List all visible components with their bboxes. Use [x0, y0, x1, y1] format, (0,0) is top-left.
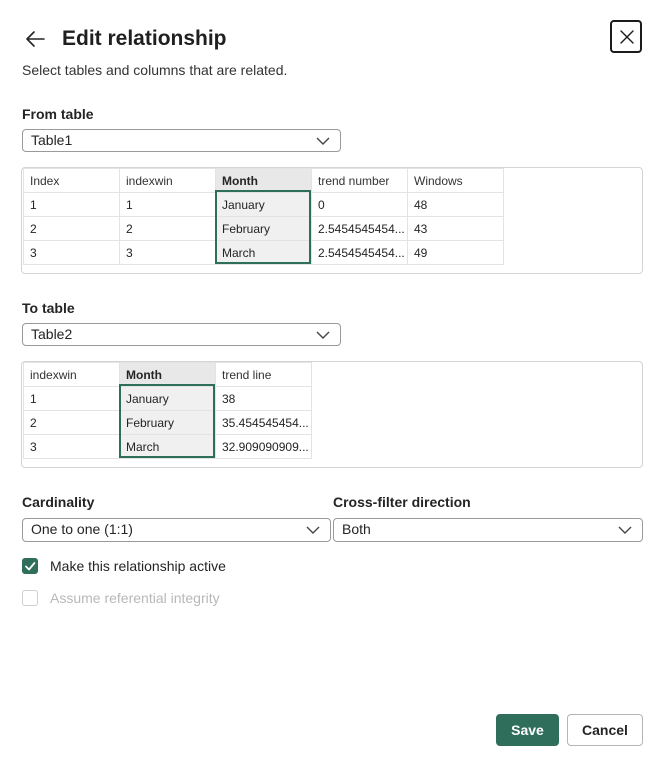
cross-filter-dropdown[interactable]: [333, 518, 643, 542]
from-table-cell[interactable]: 2.5454545454...: [312, 217, 408, 241]
integrity-checkbox: [22, 590, 38, 606]
from-table-column-header[interactable]: indexwin: [120, 169, 216, 193]
to-table-dropdown[interactable]: [22, 323, 341, 346]
integrity-checkbox-label: Assume referential integrity: [50, 590, 220, 606]
active-checkbox-label[interactable]: Make this relationship active: [50, 558, 226, 574]
to-table-cell[interactable]: January: [120, 387, 216, 411]
to-table-cell[interactable]: 35.454545454...: [216, 411, 312, 435]
from-table-cell[interactable]: 49: [408, 241, 504, 265]
from-table-cell[interactable]: March: [216, 241, 312, 265]
from-table-row: [24, 193, 504, 217]
from-table-cell[interactable]: 3: [120, 241, 216, 265]
to-table-cell[interactable]: 1: [24, 387, 120, 411]
dialog-subtitle: Select tables and columns that are related.: [22, 62, 288, 78]
from-table-row: [24, 217, 504, 241]
from-table-selected: Table1: [31, 132, 73, 148]
to-table-label: To table: [22, 300, 75, 316]
checkmark-icon: [23, 559, 37, 573]
from-table-dropdown[interactable]: [22, 129, 341, 152]
to-table-cell[interactable]: 3: [24, 435, 120, 459]
to-table-cell[interactable]: 2: [24, 411, 120, 435]
to-table-grid: [23, 362, 312, 459]
cardinality-selected: One to one (1:1): [31, 521, 133, 537]
from-table-cell[interactable]: February: [216, 217, 312, 241]
cross-filter-selected: Both: [342, 521, 371, 537]
chevron-down-icon: [618, 525, 632, 535]
from-table-cell[interactable]: 48: [408, 193, 504, 217]
to-table-row: [24, 435, 312, 459]
from-table-cell[interactable]: 1: [120, 193, 216, 217]
from-table-grid: [23, 168, 504, 265]
to-table-column-header[interactable]: Month: [120, 363, 216, 387]
to-table-cell[interactable]: February: [120, 411, 216, 435]
to-table-cell[interactable]: 38: [216, 387, 312, 411]
from-table-cell[interactable]: 1: [24, 193, 120, 217]
from-table-header-row: [24, 169, 504, 193]
chevron-down-icon: [316, 330, 330, 340]
to-table-column-header[interactable]: indexwin: [24, 363, 120, 387]
from-table-column-header[interactable]: Month: [216, 169, 312, 193]
from-table-column-header[interactable]: trend number: [312, 169, 408, 193]
cancel-button[interactable]: Cancel: [567, 714, 643, 746]
chevron-down-icon: [306, 525, 320, 535]
to-table-cell[interactable]: March: [120, 435, 216, 459]
cardinality-label: Cardinality: [22, 494, 95, 510]
cross-filter-label: Cross-filter direction: [333, 494, 471, 510]
chevron-down-icon: [316, 136, 330, 146]
from-table-column-header[interactable]: Windows: [408, 169, 504, 193]
from-table-cell[interactable]: 2: [24, 217, 120, 241]
from-table-cell[interactable]: 2: [120, 217, 216, 241]
from-table-row: [24, 241, 504, 265]
to-table-row: [24, 387, 312, 411]
from-table-label: From table: [22, 106, 94, 122]
arrow-left-icon: [24, 28, 46, 50]
back-button[interactable]: [24, 28, 52, 52]
save-button[interactable]: Save: [496, 714, 559, 746]
from-table-cell[interactable]: 0: [312, 193, 408, 217]
to-table-row: [24, 411, 312, 435]
from-table-cell[interactable]: 3: [24, 241, 120, 265]
active-checkbox[interactable]: [22, 558, 38, 574]
from-table-cell[interactable]: 43: [408, 217, 504, 241]
to-table-column-header[interactable]: trend line: [216, 363, 312, 387]
to-table-header-row: [24, 363, 312, 387]
close-button[interactable]: [610, 20, 642, 53]
dialog-title: Edit relationship: [62, 27, 227, 50]
from-table-cell[interactable]: 2.5454545454...: [312, 241, 408, 265]
cardinality-dropdown[interactable]: [22, 518, 331, 542]
from-table-cell[interactable]: January: [216, 193, 312, 217]
close-icon: [620, 30, 634, 44]
from-table-column-header[interactable]: Index: [24, 169, 120, 193]
to-table-selected: Table2: [31, 326, 73, 342]
to-table-cell[interactable]: 32.909090909...: [216, 435, 312, 459]
